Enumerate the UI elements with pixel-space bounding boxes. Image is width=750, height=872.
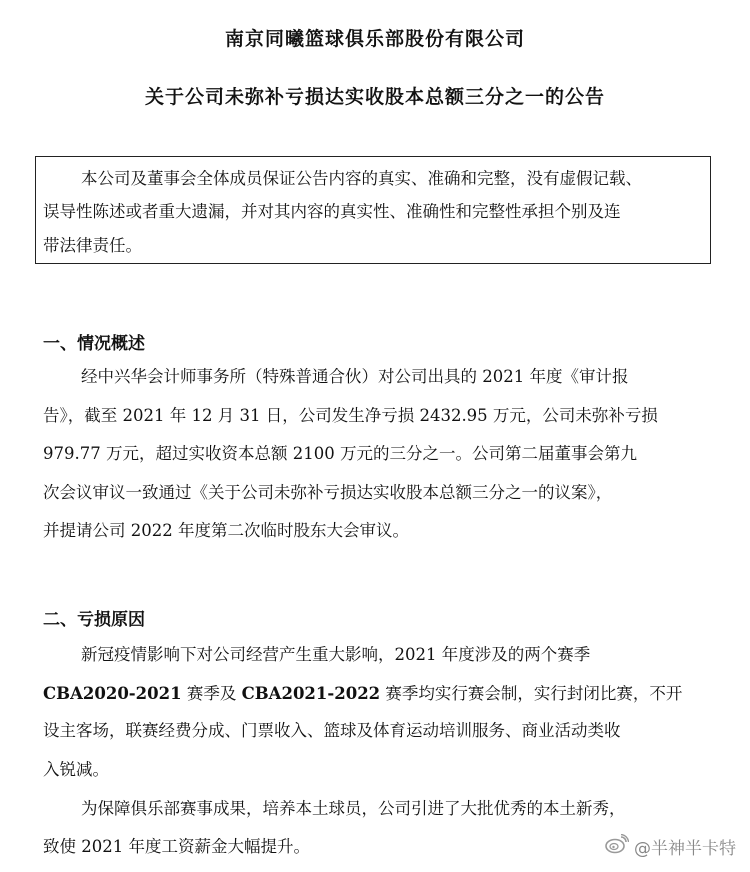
overview-line: 经中兴华会计师事务所（特殊普通合伙）对公司出具的 2021 年度《审计报: [81, 367, 629, 386]
weibo-logo-icon: [605, 834, 629, 859]
loss-cause-text: 赛季及: [181, 684, 242, 703]
section-heading-loss-causes: 二、亏损原因: [43, 610, 145, 630]
loss-cause-line: 为保障俱乐部赛事成果，培养本土球员，公司引进了大批优秀的本土新秀，: [81, 799, 626, 818]
section-heading-overview: 一、情况概述: [43, 334, 145, 354]
company-name: 南京同曦篮球俱乐部股份有限公司: [224, 28, 525, 50]
announcement-title: 关于公司未弥补亏损达实收股本总额三分之一的公告: [144, 86, 605, 108]
loss-cause-line: 设主客场，联赛经费分成、门票收入、篮球及体育运动培训服务、商业活动类收: [43, 721, 621, 740]
overview-line: 告》，截至 2021 年 12 月 31 日，公司发生净亏损 2432.95 万元，公司未弥补亏损: [43, 406, 658, 425]
disclaimer-line: 带法律责任。: [43, 236, 142, 255]
weibo-watermark: [605, 834, 736, 859]
watermark-handle: @半神半卡特: [634, 839, 736, 859]
loss-cause-line: 入锐减。: [43, 760, 109, 779]
season-name: CBA2021-2022: [241, 684, 381, 703]
disclaimer-line: 误导性陈述或者重大遗漏，并对其内容的真实性、准确性和完整性承担个别及连: [43, 202, 621, 221]
overview-line: 979.77 万元，超过实收资本总额 2100 万元的三分之一。公司第二届董事会第九: [43, 444, 637, 463]
season-name: CBA2020-2021: [43, 684, 182, 703]
loss-cause-line: 新冠疫情影响下对公司经营产生重大影响，2021 年度涉及的两个赛季: [81, 645, 591, 664]
loss-cause-line: [43, 684, 682, 704]
overview-line: 并提请公司 2022 年度第二次临时股东大会审议。: [43, 521, 409, 540]
loss-cause-line: 致使 2021 年度工资薪金大幅提升。: [43, 837, 310, 856]
disclaimer-line: 本公司及董事会全体成员保证公告内容的真实、准确和完整，没有虚假记载、: [81, 169, 642, 188]
overview-line: 次会议审议一致通过《关于公司未弥补亏损达实收股本总额三分之一的议案》，: [43, 483, 613, 502]
loss-cause-text: 赛季均实行赛会制，实行封闭比赛，不开: [380, 684, 683, 703]
